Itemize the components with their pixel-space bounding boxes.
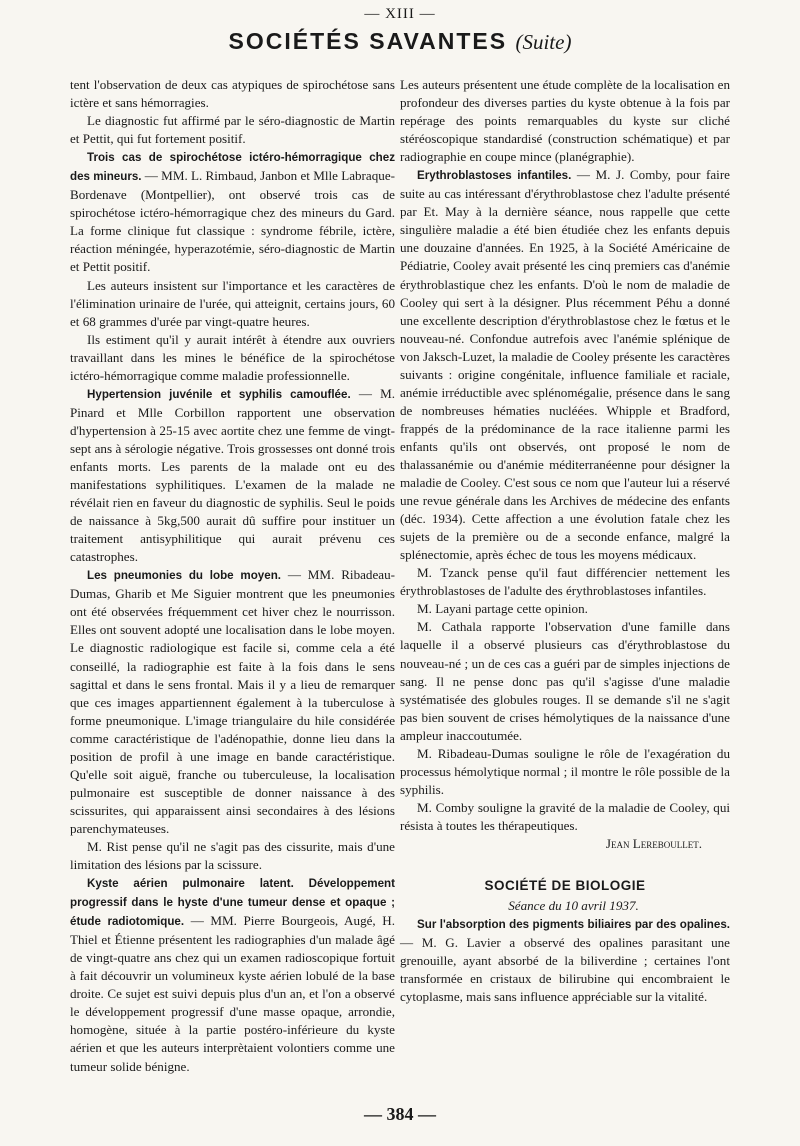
biology-session-date: Séance du 10 avril 1937. [508, 898, 639, 914]
paragraph [70, 385, 395, 566]
paragraph-text: M. Cathala rapporte l'observation d'une famille dans laquelle il a observé plusieurs cas d'érythroblastose du nouveau-né ; un de ces cas a guéri par de simples injections de sang. Il ne pense donc pas qu'il s'agisse d'une maladie systématisée des globules rouges. Il se demande s'il ne s'agit pas bien souvent de crises hémolytiques de la naissance d'une ampleur inaccoutumée. [400, 619, 730, 743]
biology-paragraph-text: — M. G. Lavier a observé des opalines parasitant une grenouille, ayant absorbé de la biliverdine ; certaines l'ont transformée en cristaux de bilirubine qui encombraient le cytoplasme, mais sans influence appréciable sur la vitalité. [400, 935, 730, 1005]
paragraph [400, 799, 730, 835]
paragraph-text: Les auteurs présentent une étude complète de la localisation en profondeur des diverses parties du kyste obtenue à la fois par repérage des points remarquables du kyste sur cliché stéréoscopique standardisé (construction schématique) et par radiographie en coupe mince (planégraphie). [400, 77, 730, 165]
paragraph-text: M. Tzanck pense qu'il faut différencier nettement les érythroblastoses de l'adulte des érythroblastoses infantiles. [400, 565, 730, 599]
right-column [400, 76, 730, 1006]
page-title [0, 28, 800, 55]
paragraph [70, 277, 395, 331]
paragraph [70, 112, 395, 148]
paragraph-heading: Erythroblastoses infantiles. [417, 169, 572, 183]
paragraph-text: Les auteurs insistent sur l'importance et les caractères de l'élimination urinaire de l'urée, qui atteignit, certains jours, 60 et 68 grammes d'urée par vingt-quatre heures. [70, 277, 395, 329]
paragraph-text: M. Comby souligne la gravité de la maladie de Cooley, qui résista à toutes les thérapeutiques. [400, 799, 730, 833]
paragraph [400, 564, 730, 600]
paragraph [70, 76, 395, 112]
paragraph [400, 745, 730, 799]
paragraph-text: Ils estiment qu'il y aurait intérêt à étendre aux ouvriers travaillant dans les mines le bénéfice de la spirochétose ictéro-hémorragique comme maladie professionnelle. [70, 331, 395, 383]
paragraph-heading: Hypertension juvénile et syphilis camouflée. [87, 387, 351, 401]
paragraph [400, 166, 730, 564]
title-suffix: (Suite) [515, 30, 572, 54]
section-title: SOCIÉTÉS SAVANTES [228, 28, 508, 54]
paragraph [400, 618, 730, 744]
paragraph-heading: Les pneumonies du lobe moyen. [87, 569, 282, 583]
paragraph-text: M. Layani partage cette opinion. [417, 601, 588, 617]
author-signature: Jean Lereboullet. [605, 835, 702, 851]
page-number: — 384 — [364, 1104, 436, 1124]
paragraph-heading: Trois cas de spirochétose ictéro-hémorragique chez des mineurs. [70, 151, 395, 184]
paragraph-heading: Kyste aérien pulmonaire latent. Développement progressif dans le hyste d'une tumeur dense et opaque ; étude radiotomique. [70, 877, 395, 929]
paragraph [70, 148, 395, 276]
paragraph [70, 838, 395, 874]
paragraph-text: M. Rist pense qu'il ne s'agit pas des cissurite, mais d'une limitation des lésions par la scissure. [70, 838, 395, 873]
paragraph-text: — M. J. Comby, pour faire suite au cas intéressant d'érythroblastose chez l'adulte présenté par Et. May à la dernière séance, nous rappelle que cette singulière maladie a été bien étudiée chez les enfants depuis une douzaine d'années. En 1925, à la Société Américaine de Pédiatrie, Cooley avait présenté les cinq premiers cas d'anémie érythroblastique chez les enfants. D'où le nom de maladie de Cooley qui sert à la désigner. Plus récemment Péhu a donné une excellente description d'érythroblastose chez le fœtus et le nouveau-né. Confondue autrefois avec l'anémie splénique de von Jaksch-Luzet, la maladie de Cooley présente les caractères suivants : origine congénitale, influence familiale et raciale, anémie irréductible avec splénomégalie, présence dans le sang de nombreuses hématies nucléées. Whipple et Bradford, frappés de la prédominance de la race italienne parmi les enfants qu'ils ont observés, ont proposé le nom de thalassanémie ou d'anémie méditerranéenne pour désigner la maladie de Cooley. C'est sous ce nom que l'auteur lui a réservé une revue générale dans les Archives de médecine des enfants (déc. 1934). Cette affection a une évolution fatale chez les sujets de la première ou de a seconde enfance, malgré la splénectomie, après échec de tous les moyens médicaux. [400, 167, 730, 563]
paragraph-text: — MM. Ribadeau-Dumas, Gharib et Me Siguier montrent que les pneumonies ont été observées fréquemment cet hiver chez le nourrisson. Elles ont souvent adopté une localisation dans le lobe moyen. Le diagnostic radiologique est facile si, comme cela a été conseillé, la radiographie est faite à la fois dans le sens sagittal et dans le sens frontal. Mais il y a lieu de remarquer que ces images appartiennent également à la tuberculose à forme pneumonique. L'image triangulaire du hile considérée comme caractéristique de l'adénopathie, donne lieu dans la position de profil à une image en bande caractéristique. Qu'elle soit aiguë, franche ou tuberculeuse, la localisation pulmonaire est susceptible de donner naissance à des scissurites, qui apparaissent ainsi secondaires à des lésions parenchymateuses. [70, 567, 396, 836]
paragraph [400, 76, 730, 166]
left-column [70, 76, 395, 1076]
biology-section-title: SOCIÉTÉ DE BIOLOGIE [484, 878, 646, 894]
paragraph-text: tent l'observation de deux cas atypiques de spirochétose sans ictère et sans hémorragies. [70, 77, 395, 111]
paragraph-text: M. Ribadeau-Dumas souligne le rôle de l'exagération du processus hémolytique normal ; il montre le rôle possible de la syphilis. [400, 745, 730, 797]
paragraph-text: — MM. L. Rimbaud, Janbon et Mlle Labraque-Bordenave (Montpellier), ont observé trois cas de spirochétose ictéro-hémorragique chez des mineurs du Gard. La forme clinique fut classique : syndrome fébrile, ictère, réaction méningée, hyperazotémie, séro-diagnostic de Martin et Pettit positif. [70, 168, 395, 275]
page-roman-numeral: — XIII — [364, 6, 436, 22]
biology-paragraph [400, 915, 730, 1006]
paragraph-text: — MM. Pierre Bourgeois, Augé, H. Thiel et Étienne présentent les radiographies d'un malade âgé de vingt-quatre ans chez qui un examen radioscopique fortuit à fait découvrir un volumineux kyste aérien lobulé de la base droite. Ce sujet est suivi depuis plus d'un an, et l'on a observé le développement progressif d'une masse opaque, arrondie, homogène, située à la partie postéro-inférieure du kyste aérien et que les auteurs interprètaient volontiers comme une tumeur solide bénigne. [70, 913, 396, 1074]
paragraph [70, 874, 395, 1076]
paragraph [70, 331, 395, 385]
paragraph [400, 600, 730, 618]
biology-paragraph-lead: Sur l'absorption des pigments biliaires par des opalines. [417, 918, 730, 932]
paragraph [70, 566, 395, 838]
paragraph-text: — M. Pinard et Mlle Corbillon rapportent une observation d'hypertension à 25-15 avec aortite chez une femme de vingt-sept ans à sérologie négative. Trois grossesses ont donné trois enfants morts. Les parents de la malade ont eu des manifestations syphilitiques. L'examen de la malade ne révélait rien en faveur du diagnostic de syphilis. Seul le poids de naissance à 5kg,500 aurait dû suffire pour instituer un traitement antisyphilitique qui aurait prévenu ces catastrophes. [70, 385, 395, 565]
paragraph-text: Le diagnostic fut affirmé par le séro-diagnostic de Martin et Pettit, qui fut fortement positif. [70, 113, 395, 147]
right-paragraphs [400, 76, 730, 835]
